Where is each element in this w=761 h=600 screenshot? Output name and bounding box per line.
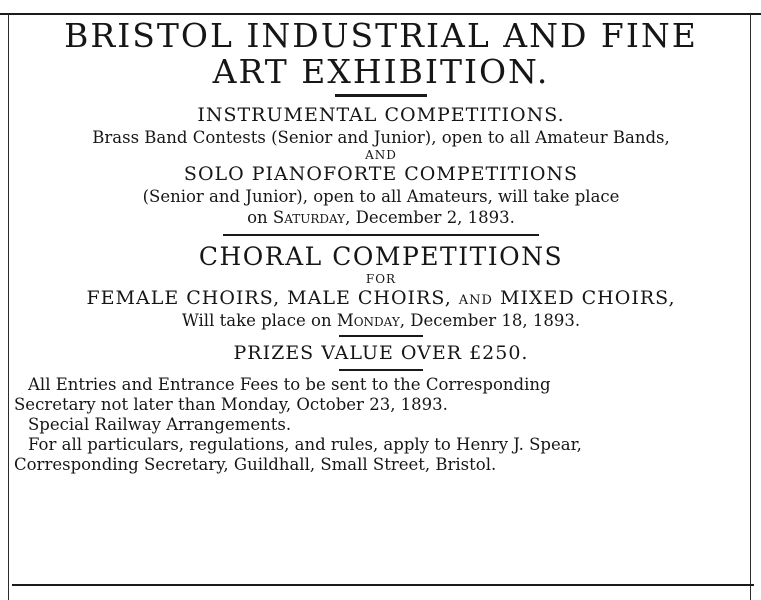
instrumental-date-prefix: on [247, 208, 273, 227]
choral-date-prefix: Will take place on [181, 311, 337, 330]
choirs-line [14, 286, 748, 310]
instrumental-date-day: Saturday [272, 208, 346, 227]
railway-line: Special Railway Arrangements. [28, 415, 292, 434]
notes-block [14, 375, 748, 475]
solo-pianoforte-heading: SOLO PIANOFORTE COMPETITIONS [183, 163, 579, 185]
choirs-and: and [458, 287, 493, 309]
left-column-rule [8, 14, 9, 600]
choral-date [14, 310, 748, 331]
solo-pianoforte-line: (Senior and Junior), open to all Amateurs, will take place [142, 187, 620, 206]
brass-band-line: Brass Band Contests (Senior and Junior), open to all Amateur Bands, [92, 128, 670, 147]
for-connector: FOR [365, 272, 397, 286]
title-line-2: ART EXHIBITION. [212, 52, 550, 91]
section-divider-2 [339, 335, 423, 337]
choral-heading: CHORAL COMPETITIONS [198, 242, 564, 271]
choral-date-day: Monday [336, 311, 400, 330]
choirs-part-a: FEMALE CHOIRS, MALE CHOIRS, [86, 287, 459, 309]
particulars-line-1: For all particulars, regulations, and rules, apply to Henry J. Spear, [28, 435, 582, 454]
bottom-border-rule [12, 584, 754, 586]
choral-date-rest: , December 18, 1893. [399, 311, 581, 330]
prizes-line: PRIZES VALUE OVER £250. [233, 342, 529, 364]
instrumental-date [14, 207, 748, 228]
title-line-1: BRISTOL INDUSTRIAL AND FINE [64, 16, 698, 55]
entries-line-1: All Entries and Entrance Fees to be sent to the Corresponding [28, 375, 551, 394]
section-divider-1 [223, 234, 539, 236]
and-connector: AND [365, 148, 397, 162]
title-divider [335, 94, 427, 97]
entries-line-2: Secretary not later than Monday, October 23, 1893. [14, 395, 448, 414]
particulars-line-2: Corresponding Secretary, Guildhall, Small Street, Bristol. [14, 455, 497, 474]
choirs-part-b: MIXED CHOIRS, [492, 287, 676, 309]
section-divider-3 [339, 369, 423, 371]
right-column-rule [750, 14, 751, 600]
instrumental-heading: INSTRUMENTAL COMPETITIONS. [197, 104, 565, 126]
instrumental-date-rest: , December 2, 1893. [345, 208, 515, 227]
advertisement-body [14, 18, 748, 475]
top-border-rule [0, 13, 761, 15]
